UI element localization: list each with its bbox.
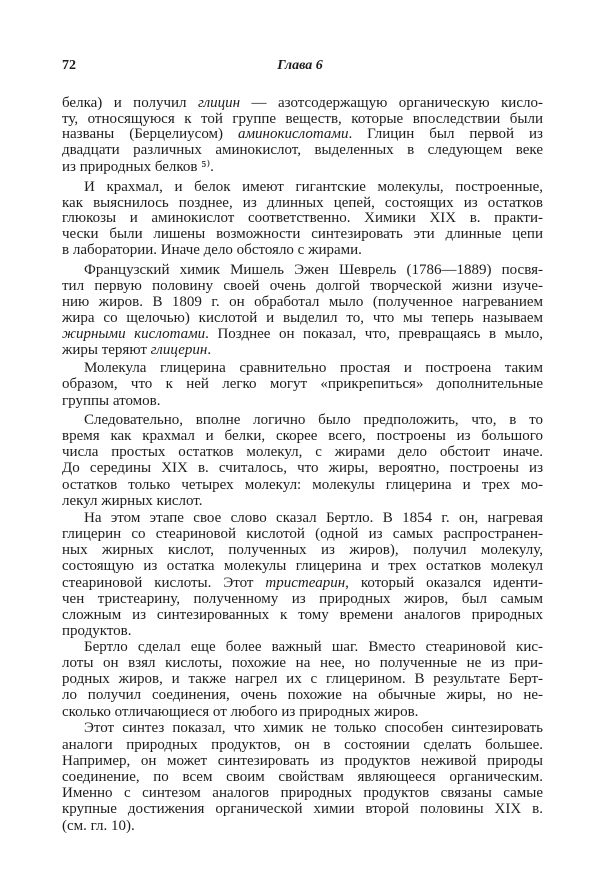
text-segment: До середины XIX в. считалось, что жиры, вероятно, построены из: [62, 460, 543, 476]
text-segment: тил первую половину своей очень долгой творческой жизни изуче-: [62, 278, 543, 294]
text-line: [62, 341, 543, 359]
text-segment: жира со щелочью) кислотой и выделил то, что мы теперь называем: [62, 310, 543, 326]
text-segment: ных жирных кислот, полученных из жиров), получил молекулу,: [62, 542, 543, 558]
text-segment: (см. гл. 10).: [62, 818, 135, 834]
text-segment: ло получил соединения, очень похожие на обычные жиры, но не-: [62, 687, 543, 703]
text-segment: Этот синтез показал, что химик не только способен синтезировать: [84, 720, 543, 736]
text-segment: Бертло сделал еще более важный шаг. Вместо стеариновой кис-: [84, 639, 543, 655]
italic-term: жирными кислотами: [62, 326, 206, 342]
text-segment: остатков только четырех молекул: молекулы глицерина и трех мо-: [62, 477, 543, 493]
text-segment: глюкозы и аминокислот соответственно. Химики XIX в. практи-: [62, 210, 543, 226]
text-segment: аналоги природных продуктов, он в состоянии сделать большее.: [62, 737, 543, 753]
text-line: [62, 557, 543, 575]
text-segment: чен тристеарину, полученному из природных жиров, был самым: [62, 591, 543, 607]
italic-term: глицерин: [150, 342, 208, 358]
text-line: [62, 141, 543, 159]
text-segment: стеариновой кислоты. Этот: [62, 575, 266, 591]
italic-term: глицин: [197, 95, 241, 111]
text-segment: ту, относящуюся к той группе веществ, которые впоследствии были: [62, 111, 543, 127]
text-segment: лоты он взял кислоты, похожие на нее, но полученные не из при-: [62, 655, 543, 671]
italic-term: аминокислотами: [237, 126, 349, 142]
text-segment: Следовательно, вполне логично было предположить, что, в то: [84, 412, 543, 428]
text-segment: время как крахмал и белки, скорее всего, построены из большого: [62, 428, 543, 444]
text-segment: названы (Берцелиусом): [62, 126, 238, 142]
text-line: [62, 459, 543, 477]
text-segment: .: [207, 342, 212, 358]
text-segment: лекул жирных кислот.: [62, 493, 203, 509]
text-line: [62, 241, 543, 259]
text-segment: как выяснилось позднее, из длинных цепей, состоящих из остатков: [62, 195, 543, 211]
chapter-header: Глава 6: [277, 58, 323, 73]
text-segment: числа простых остатков молекул, с жирами дело обстоит иначе.: [62, 444, 543, 460]
text-line: [62, 800, 543, 818]
text-segment: Именно с синтезом аналогов природных продуктов связаны самые: [62, 785, 543, 801]
text-segment: . Позднее он показал, что, превращаясь в мыло,: [205, 326, 543, 342]
page-number: 72: [62, 58, 76, 73]
text-line: [84, 719, 543, 737]
text-segment: крупные достижения органической химии второй половины XIX в.: [62, 801, 543, 817]
text-segment: На этом этапе свое слово сказал Бертло. В 1854 г. он, нагревая: [84, 510, 543, 526]
text-segment: двадцати различных аминокислот, выделенных в следующем веке: [62, 142, 543, 158]
text-segment: образом, что к ней легко могут «прикрепиться» дополнительные: [62, 376, 543, 392]
text-line: [62, 492, 543, 510]
text-segment: соединение, по всем своим свойствам являющееся органическим.: [62, 769, 543, 785]
text-segment: Французский химик Мишель Эжен Шеврель (1786—1889) посвя-: [84, 262, 543, 278]
text-segment: белка) и получил: [62, 95, 198, 111]
text-segment: сложным из синтезированных к тому времени аналогов природных: [62, 607, 543, 623]
text-line: [62, 158, 543, 176]
text-segment: И крахмал, и белок имеют гигантские молекулы, построенные,: [84, 179, 543, 195]
italic-term: тристеарин: [265, 575, 346, 591]
text-segment: Например, он может синтезировать из продуктов неживой природы: [62, 753, 543, 769]
text-segment: , который оказался иденти-: [345, 575, 543, 591]
text-segment: Молекула глицерина сравнительно простая и построена таким: [84, 360, 543, 376]
text-segment: . Глицин был первой из: [348, 126, 543, 142]
text-segment: состоящую из остатка молекулы глицерина и трех остатков молекул: [62, 558, 543, 574]
text-segment: чески были лишены возможности синтезировать эти длинные цепи: [62, 226, 543, 242]
text-segment: из природных белков ⁵⁾.: [62, 159, 214, 175]
text-line: [62, 375, 543, 393]
text-segment: продуктов.: [62, 623, 132, 639]
text-segment: — азотсодержащую органическую кисло-: [240, 95, 543, 111]
text-line: [62, 817, 543, 835]
text-segment: нию жиров. В 1809 г. он обработал мыло (полученное нагреванием: [62, 294, 543, 310]
text-line: [62, 392, 543, 410]
text-segment: сколько отличающиеся от любого из природных жиров.: [62, 704, 419, 720]
text-segment: родных жиров, и также нагрел их с глицерином. В результате Берт-: [62, 671, 543, 687]
text-segment: в лаборатории. Иначе дело обстояло с жирами.: [62, 242, 362, 258]
text-line: [62, 686, 543, 704]
text-segment: глицерин со стеариновой кислотой (одной из самых распространен-: [62, 526, 543, 542]
text-segment: группы атомов.: [62, 393, 161, 409]
text-segment: жиры теряют: [62, 342, 151, 358]
